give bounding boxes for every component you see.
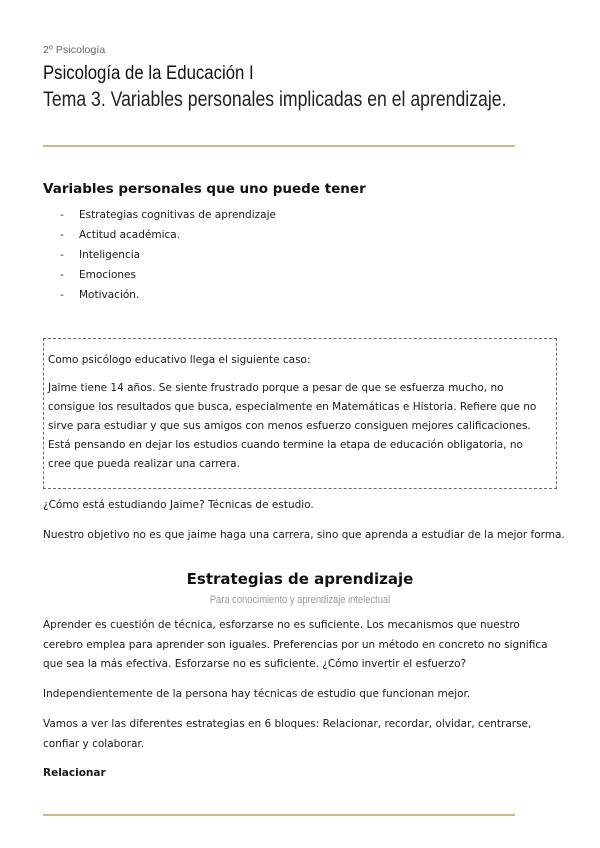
objective-paragraph: Nuestro objetivo no es que jaime haga una carrera, sino que aprenda a estudiar de la mejor forma. — [43, 529, 565, 541]
learning-paragraph: Aprender es cuestión de técnica, esforzarse no es suficiente. Los mecanismos que nuestro cerebro emplea para aprender son iguales. Preferencias por un método en concreto no significa que sea la más efectiva. Esforzarse no es suficiente. ¿Cómo invertir el esfuerzo? — [43, 619, 548, 670]
case-study-box — [43, 338, 557, 489]
bullet-dash: - — [60, 289, 64, 301]
strategies-heading: Estrategias de aprendizaje — [186, 570, 414, 588]
blocks-paragraph: Vamos a ver las diferentes estrategias en 6 bloques: Relacionar, recordar, olvidar, centrarse, confiar y colaborar. — [43, 718, 532, 750]
footer-divider — [43, 814, 515, 816]
bullet-dash: - — [60, 209, 64, 221]
bullet-dash: - — [60, 229, 64, 241]
relacionar-subheading: Relacionar — [43, 767, 106, 779]
list-item — [60, 227, 276, 247]
variables-heading: Variables personales que uno puede tener — [43, 181, 366, 197]
case-text: Jaime tiene 14 años. Se siente frustrado porque a pesar de que se esfuerza mucho, no consigue los resultados que busca, especialmente en Matemáticas e Historia. Refiere que no sirve para estudiar y que sus amigos con menos esfuerzo consiguen mejores calificaciones. Está pensando en dejar los estudios cuando termine la etapa de educación obligatoria, no cree que pueda realizar una carrera. — [48, 382, 537, 470]
bullet-dash: - — [60, 269, 64, 281]
list-item-text: Estrategias cognitivas de aprendizaje — [79, 209, 276, 221]
subject-title: Psicología de la Educación I — [43, 62, 254, 84]
list-item-text: Actitud académica. — [79, 229, 181, 241]
topic-title: Tema 3. Variables personales implicadas en el aprendizaje. — [43, 88, 507, 111]
study-question: ¿Cómo está estudiando Jaime? Técnicas de estudio. — [43, 499, 314, 511]
case-intro: Como psicólogo educativo llega el siguiente caso: — [48, 354, 311, 366]
list-item-text: Inteligencia — [79, 249, 141, 261]
list-item — [60, 267, 276, 287]
list-item — [60, 207, 276, 227]
bullet-dash: - — [60, 249, 64, 261]
list-item-text: Motivación. — [79, 289, 140, 301]
strategies-subtitle: Para conocimiento y aprendizaje intelectual — [209, 594, 391, 606]
variables-list — [60, 207, 276, 307]
list-item-text: Emociones — [79, 269, 136, 281]
list-item — [60, 247, 276, 267]
header-divider — [43, 145, 515, 147]
course-label: 2º Psicología — [43, 44, 106, 56]
techniques-paragraph: Independientemente de la persona hay técnicas de estudio que funcionan mejor. — [43, 688, 471, 700]
list-item — [60, 287, 276, 307]
